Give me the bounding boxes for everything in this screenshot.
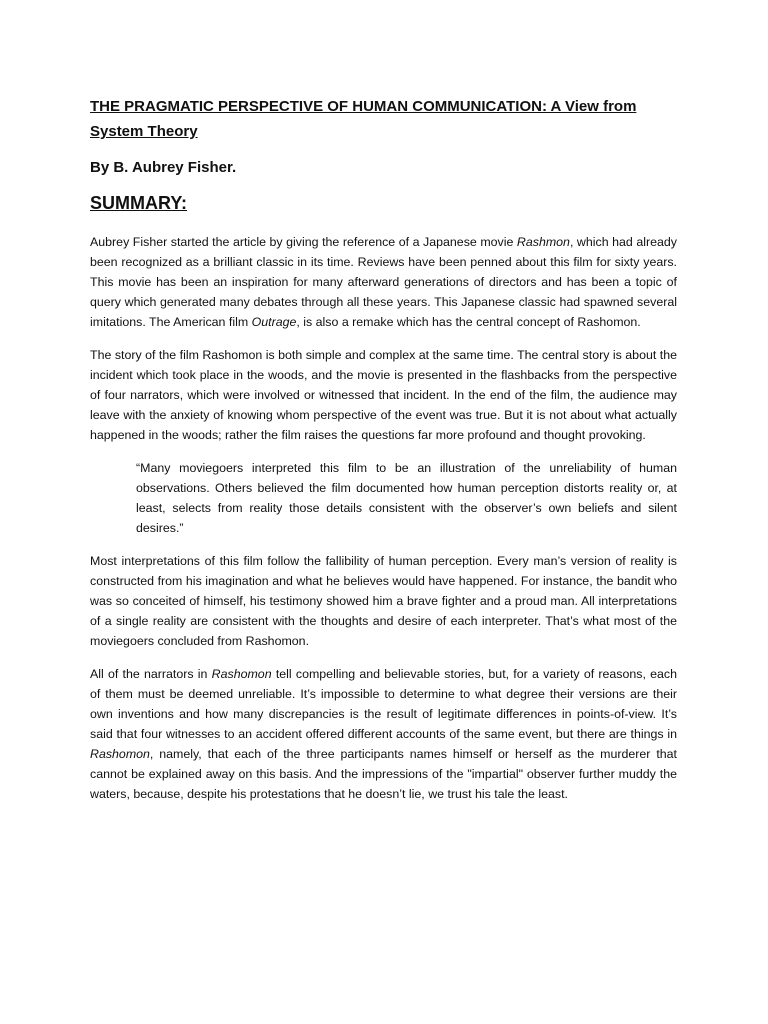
paragraph-narrators bbox=[90, 664, 677, 804]
movie-title-rashomon: Rashomon bbox=[90, 747, 150, 761]
movie-title-rashmon: Rashmon bbox=[516, 235, 570, 249]
paragraph-text: Aubrey Fisher started the article by giving the reference of a Japanese movie bbox=[90, 235, 517, 249]
paragraph-text: , which had already been recognized as a brilliant classic in its time. Reviews have been penned about this film for sixty years. This movie has been an inspiration for many afterward generations of directors and has been a topic of query which generated many debates through all these years. This Japanese classic had spawned several imitations. The American film bbox=[90, 235, 678, 329]
paragraph-text: tell compelling and believable stories, but, for a variety of reasons, each of them must be deemed unreliable. It’s impossible to determine to what degree their versions are their own inventions and how many discrepancies is the result of legitimate differences in points-of-view. It’s said that four witnesses to an accident offered different accounts of the same event, but there are things in bbox=[90, 667, 677, 741]
document-author: By B. Aubrey Fisher. bbox=[90, 159, 237, 176]
document-body bbox=[90, 94, 677, 817]
paragraph-text: , namely, that each of the three participants names himself or herself as the murderer that cannot be explained away on this basis. And the impressions of the "impartial" observer further muddy the waters, because, despite his protestations that he doesn’t lie, we trust his tale the least. bbox=[90, 747, 677, 801]
movie-title-rashomon: Rashomon bbox=[211, 667, 272, 681]
document-title: THE PRAGMATIC PERSPECTIVE OF HUMAN COMMUNICATION: A View from System Theory bbox=[90, 98, 637, 140]
block-quote: “Many moviegoers interpreted this film to be an illustration of the unreliability of human observations. Others believed the film documented how human perception distorts reality or, at least, selects from reality those details consistent with the observer’s own beliefs and silent desires.” bbox=[136, 461, 677, 535]
paragraph-text: All of the narrators in bbox=[90, 667, 212, 681]
paragraph-intro bbox=[90, 232, 677, 332]
section-heading: SUMMARY: bbox=[90, 193, 187, 213]
paragraph-text: , is also a remake which has the central concept of Rashomon. bbox=[296, 315, 641, 329]
movie-title-outrage: Outrage bbox=[251, 315, 297, 329]
paragraph-story: The story of the film Rashomon is both simple and complex at the same time. The central story is about the incident which took place in the woods, and the movie is presented in the flashbacks from the perspective of four narrators, which were involved or witnessed that incident. In the end of the film, the audience may leave with the anxiety of knowing whom perspective of the event was true. But it is not about what actually happened in the woods; rather the film raises the questions far more profound and thought provoking. bbox=[90, 348, 677, 442]
paragraph-interpretations: Most interpretations of this film follow the fallibility of human perception. Every man’s version of reality is constructed from his imagination and what he believes would have happened. For instance, the bandit who was so conceited of himself, his testimony showed him a brave fighter and a proud man. All interpretations of a single reality are consistent with the thoughts and desire of each interpreter. That’s what most of the moviegoers concluded from Rashomon. bbox=[90, 554, 677, 648]
